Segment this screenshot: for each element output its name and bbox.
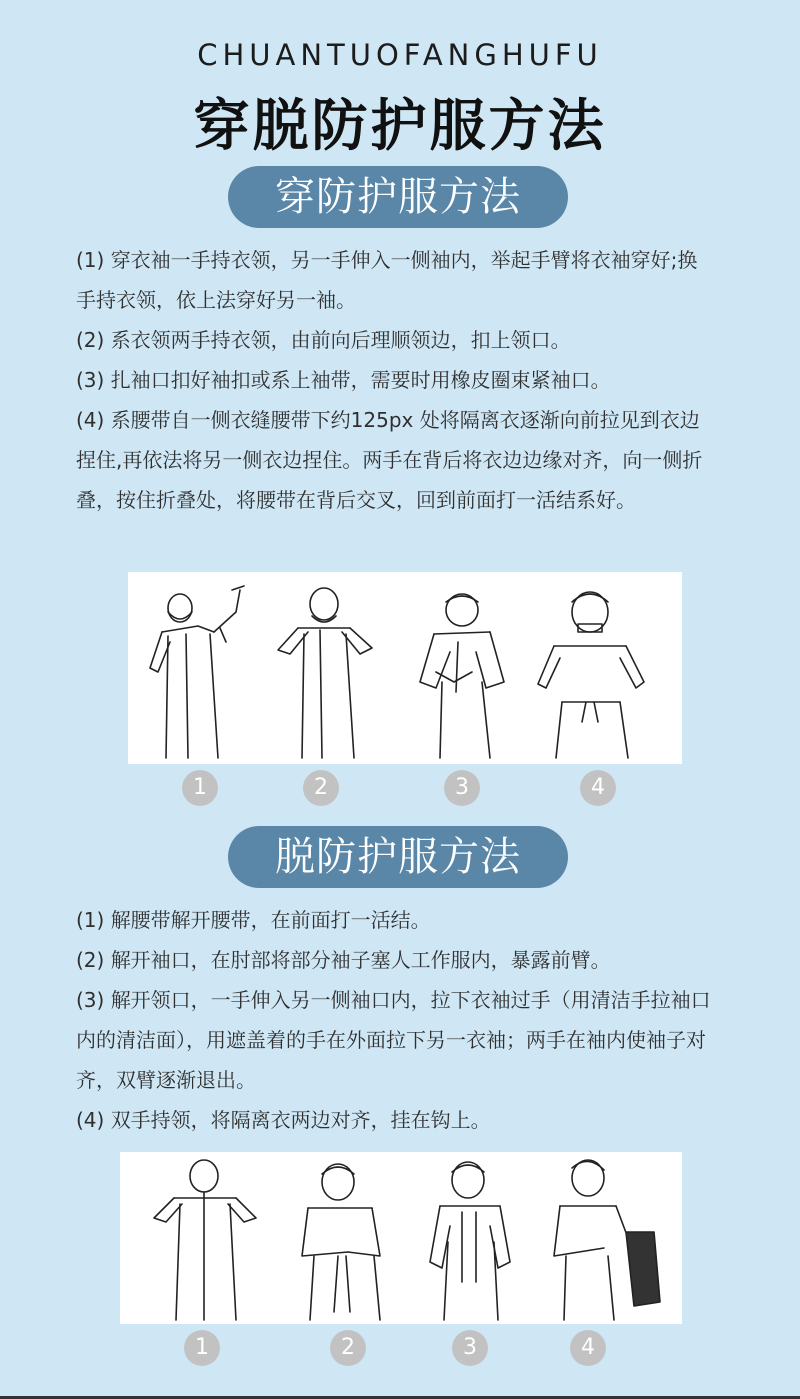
donning-illustration [128,572,682,764]
doffing-badge-4: 4 [570,1330,606,1366]
figure-belt-icon [538,592,644,758]
donning-step-2: (2) 系衣领两手持衣领，由前向后理顺领边，扣上领口。 [76,328,571,352]
doffing-heading: 脱防护服方法 [228,826,568,888]
donning-badge-1: 1 [182,770,218,806]
subtitle-en: CHUANTUOFANGHUFU [197,38,603,72]
doffing-step-2: (2) 解开袖口，在肘部将部分袖子塞人工作服内，暴露前臂。 [76,948,611,972]
figure-sleeve-icon [150,586,244,758]
doffing-illustration [120,1152,682,1324]
doffing-step-1: (1) 解腰带解开腰带，在前面打一活结。 [76,908,431,932]
figure-collar-icon [278,588,372,758]
donning-step-3: (3) 扎袖口扣好袖扣或系上袖带，需要时用橡皮圈束紧袖口。 [76,368,611,392]
donning-badge-3: 3 [444,770,480,806]
figure-untie-icon [154,1160,256,1320]
doffing-step-3: (3) 解开领口，一手伸入另一侧袖口内，拉下衣袖过手（用清洁手拉袖口内的清洁面），用遮盖着的手在外面拉下另一衣袖；两手在袖内使袖子对齐，双臂逐渐退出。 [76,988,711,1092]
figure-cuff-icon [420,594,504,758]
donning-steps [76,240,716,520]
doffing-badge-1: 1 [184,1330,220,1366]
figure-hang-icon [554,1160,660,1320]
donning-badge-4: 4 [580,770,616,806]
donning-step-1: (1) 穿衣袖一手持衣领，另一手伸入一侧袖内，举起手臂将衣袖穿好;换手持衣领，依上法穿好另一袖。 [76,248,698,312]
figure-sleeve-tuck-icon [302,1164,380,1320]
donning-heading: 穿防护服方法 [228,166,568,228]
doffing-step-4: (4) 双手持领，将隔离衣两边对齐，挂在钩上。 [76,1108,491,1132]
donning-step-4: (4) 系腰带自一侧衣缝腰带下约125px 处将隔离衣逐渐向前拉见到衣边捏住,再依法将另一侧衣边捏住。两手在背后将衣边边缘对齐，向一侧折叠，按住折叠处，将腰带在背后交叉，回到前面打一活结系好。 [76,408,703,512]
donning-badge-2: 2 [303,770,339,806]
doffing-badge-3: 3 [452,1330,488,1366]
doffing-steps [76,900,716,1140]
page-title: 穿脱防护服方法 [193,94,607,159]
doffing-badge-2: 2 [330,1330,366,1366]
figure-collar-off-icon [430,1162,510,1320]
